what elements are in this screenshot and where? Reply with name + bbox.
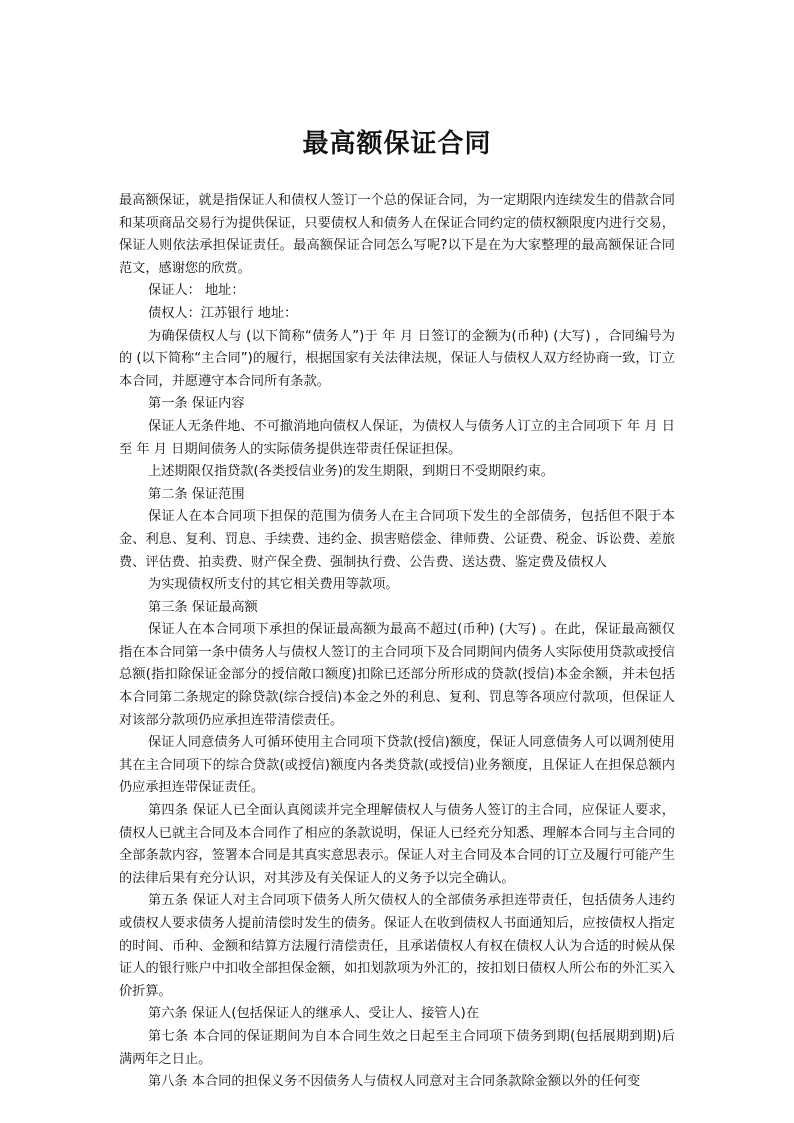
paragraph: 最高额保证，就是指保证人和债权人签订一个总的保证合同，为一定期限内连续发生的借款合同和某项商品交易行为提供保证，只要债权人和债务人在保证合同约定的债权额限度内进行交易，保证人则依法承担保证责任。最高额保证合同怎么写呢?以下是在为大家整理的最高额保证合同范文，感谢您的欣赏。 [119, 193, 675, 276]
paragraph: 第四条 保证人已全面认真阅读并完全理解债权人与债务人签订的主合同，应保证人要求，债权人已就主合同及本合同作了相应的条款说明，保证人已经充分知悉、理解本合同与主合同的全部条款内容，签署本合同是其真实意思表示。保证人对主合同及本合同的订立及履行可能产生的法律后果有充分认识，对其涉及有关保证人的义务予以完全确认。 [119, 803, 675, 886]
paragraph: 保证人同意债务人可循环使用主合同项下贷款(授信)额度，保证人同意债务人可以调剂使用其在主合同项下的综合贷款(或授信)额度内各类贷款(或授信)业务额度，且保证人在担保总额内仍应承担连带保证责任。 [119, 735, 675, 796]
document-title: 最高额保证合同 [302, 129, 492, 159]
paragraph: 为确保债权人与 (以下简称“债务人”)于 年 月 日签订的金额为(币种) (大写) ，合同编号为 的 (以下简称“主合同”)的履行，根据国家有关法律法规，保证人与债权人双方经协商一致，订立本合同，并愿遵守本合同所有条款。 [119, 328, 675, 389]
paragraph: 第二条 保证范围 [148, 486, 245, 502]
paragraph: 第八条 本合同的担保义务不因债务人与债权人同意对主合同条款除金额以外的任何变 [148, 1074, 641, 1090]
paragraph: 第一条 保证内容 [148, 396, 245, 412]
paragraph: 第七条 本合同的保证期间为自本合同生效之日起至主合同项下债务到期(包括展期到期)后满两年之日止。 [119, 1028, 675, 1067]
paragraph: 第五条 保证人对主合同项下债务人所欠债权人的全部债务承担连带责任，包括债务人违约或债权人要求债务人提前清偿时发生的债务。保证人在收到债权人书面通知后，应按债权人指定的时间、币种、金额和结算方法履行清偿责任，且承诺债权人有权在债权人认为合适的时候从保证人的银行账户中扣收全部担保金额，如扣划款项为外汇的，按扣划日债权人所公布的外汇买入价折算。 [119, 893, 675, 999]
paragraph: 第三条 保证最高额 [148, 599, 258, 615]
paragraph: 债权人：江苏银行 地址： [148, 305, 298, 321]
paragraph: 为实现债权所支付的其它相关费用等款项。 [148, 577, 399, 593]
paragraph: 保证人： 地址： [148, 283, 245, 299]
paragraph: 保证人在本合同项下承担的保证最高额为最高不超过(币种) (大写) 。在此，保证最高额仅指在本合同第一条中债务人与债权人签订的主合同项下及合同期间内债务人实际使用贷款或授信总额(指扣除保证金部分的授信敞口额度)扣除已还部分所形成的贷款(授信)本金余额，并未包括本合同第二条规定的除贷款(综合授信)本金之外的利息、复利、罚息等各项应付款项，但保证人对该部分款项仍应承担连带清偿责任。 [119, 622, 675, 728]
paragraph: 上述期限仅指贷款(各类授信业务)的发生期限，到期日不受期限约束。 [148, 464, 554, 480]
paragraph: 保证人在本合同项下担保的范围为债务人在主合同项下发生的全部债务，包括但不限于本金、利息、复利、罚息、手续费、违约金、损害赔偿金、律师费、公证费、税金、诉讼费、差旅费、评估费、拍卖费、财产保全费、强制执行费、公告费、送达费、鉴定费及债权人 [119, 509, 675, 570]
paragraph: 第六条 保证人(包括保证人的继承人、受让人、接管人)在 [148, 1006, 480, 1022]
paragraph: 保证人无条件地、不可撤消地向债权人保证，为债权人与债务人订立的主合同项下 年 月 日至 年 月 日期间债务人的实际债务提供连带责任保证担保。 [119, 418, 675, 457]
document-body [119, 190, 675, 1094]
